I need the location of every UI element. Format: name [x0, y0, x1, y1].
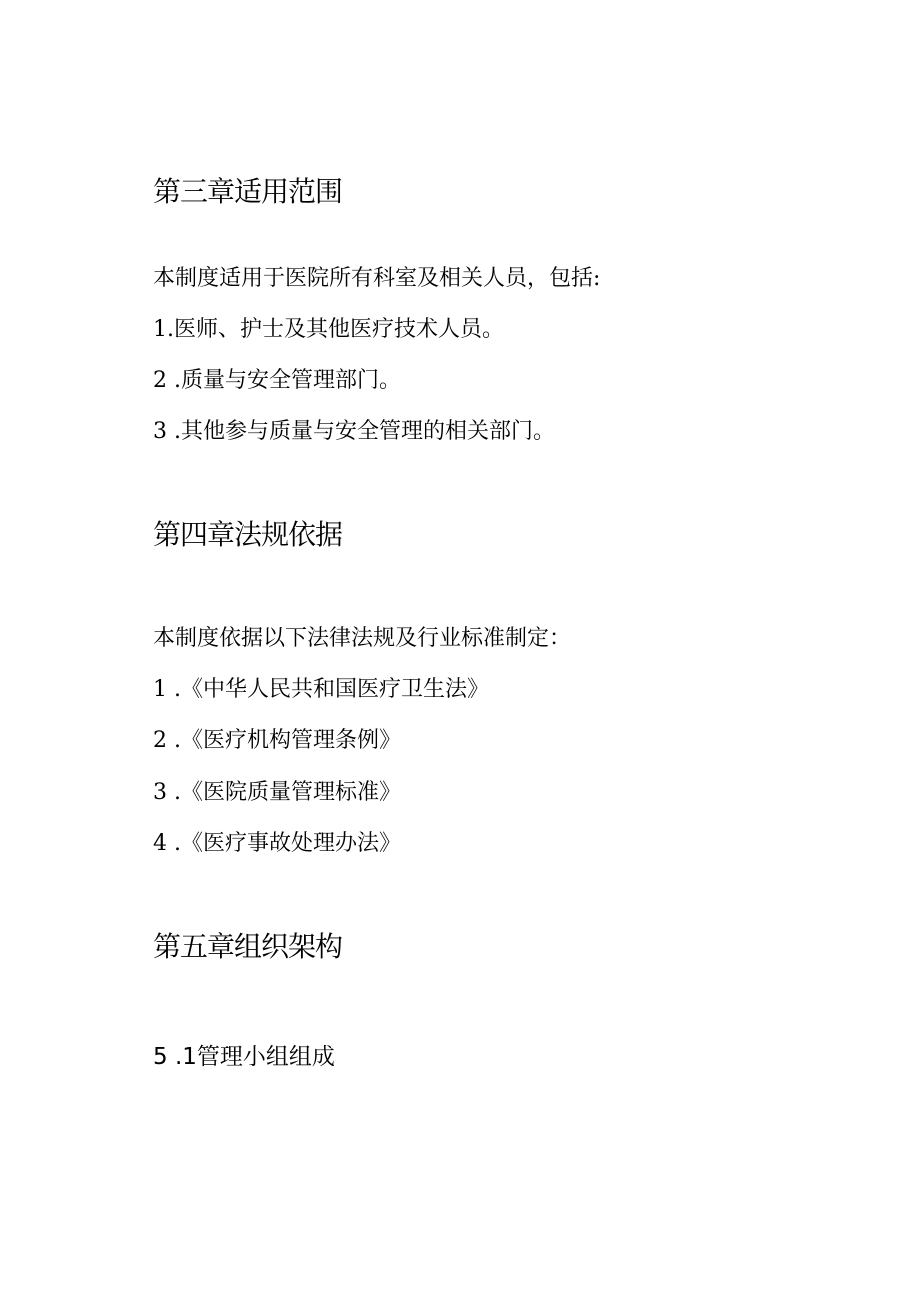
- chapter4-item-1: 1 .《中华人民共和国医疗卫生法》: [153, 677, 489, 702]
- chapter3-item-1: 1.医师、护士及其他医疗技术人员。: [153, 317, 504, 342]
- chapter4-item-3: 3 .《医院质量管理标准》: [153, 780, 401, 805]
- chapter4-title: 第四章法规依据: [153, 518, 343, 551]
- chapter4-item-2: 2 .《医疗机构管理条例》: [153, 728, 401, 753]
- chapter3-title: 第三章适用范围: [153, 175, 343, 208]
- chapter5-title: 第五章组织架构: [153, 930, 343, 963]
- chapter4-item-4: 4 .《医疗事故处理办法》: [153, 831, 401, 856]
- chapter5-section-heading: 5 .1管理小组组成: [153, 1044, 335, 1070]
- chapter4-intro: 本制度依据以下法律法规及行业标准制定：: [153, 626, 572, 651]
- chapter3-intro: 本制度适用于医院所有科室及相关人员，包括:: [153, 266, 601, 291]
- chapter3-item-3: 3 .其他参与质量与安全管理的相关部门。: [153, 419, 555, 444]
- chapter3-item-2: 2 .质量与安全管理部门。: [153, 368, 401, 393]
